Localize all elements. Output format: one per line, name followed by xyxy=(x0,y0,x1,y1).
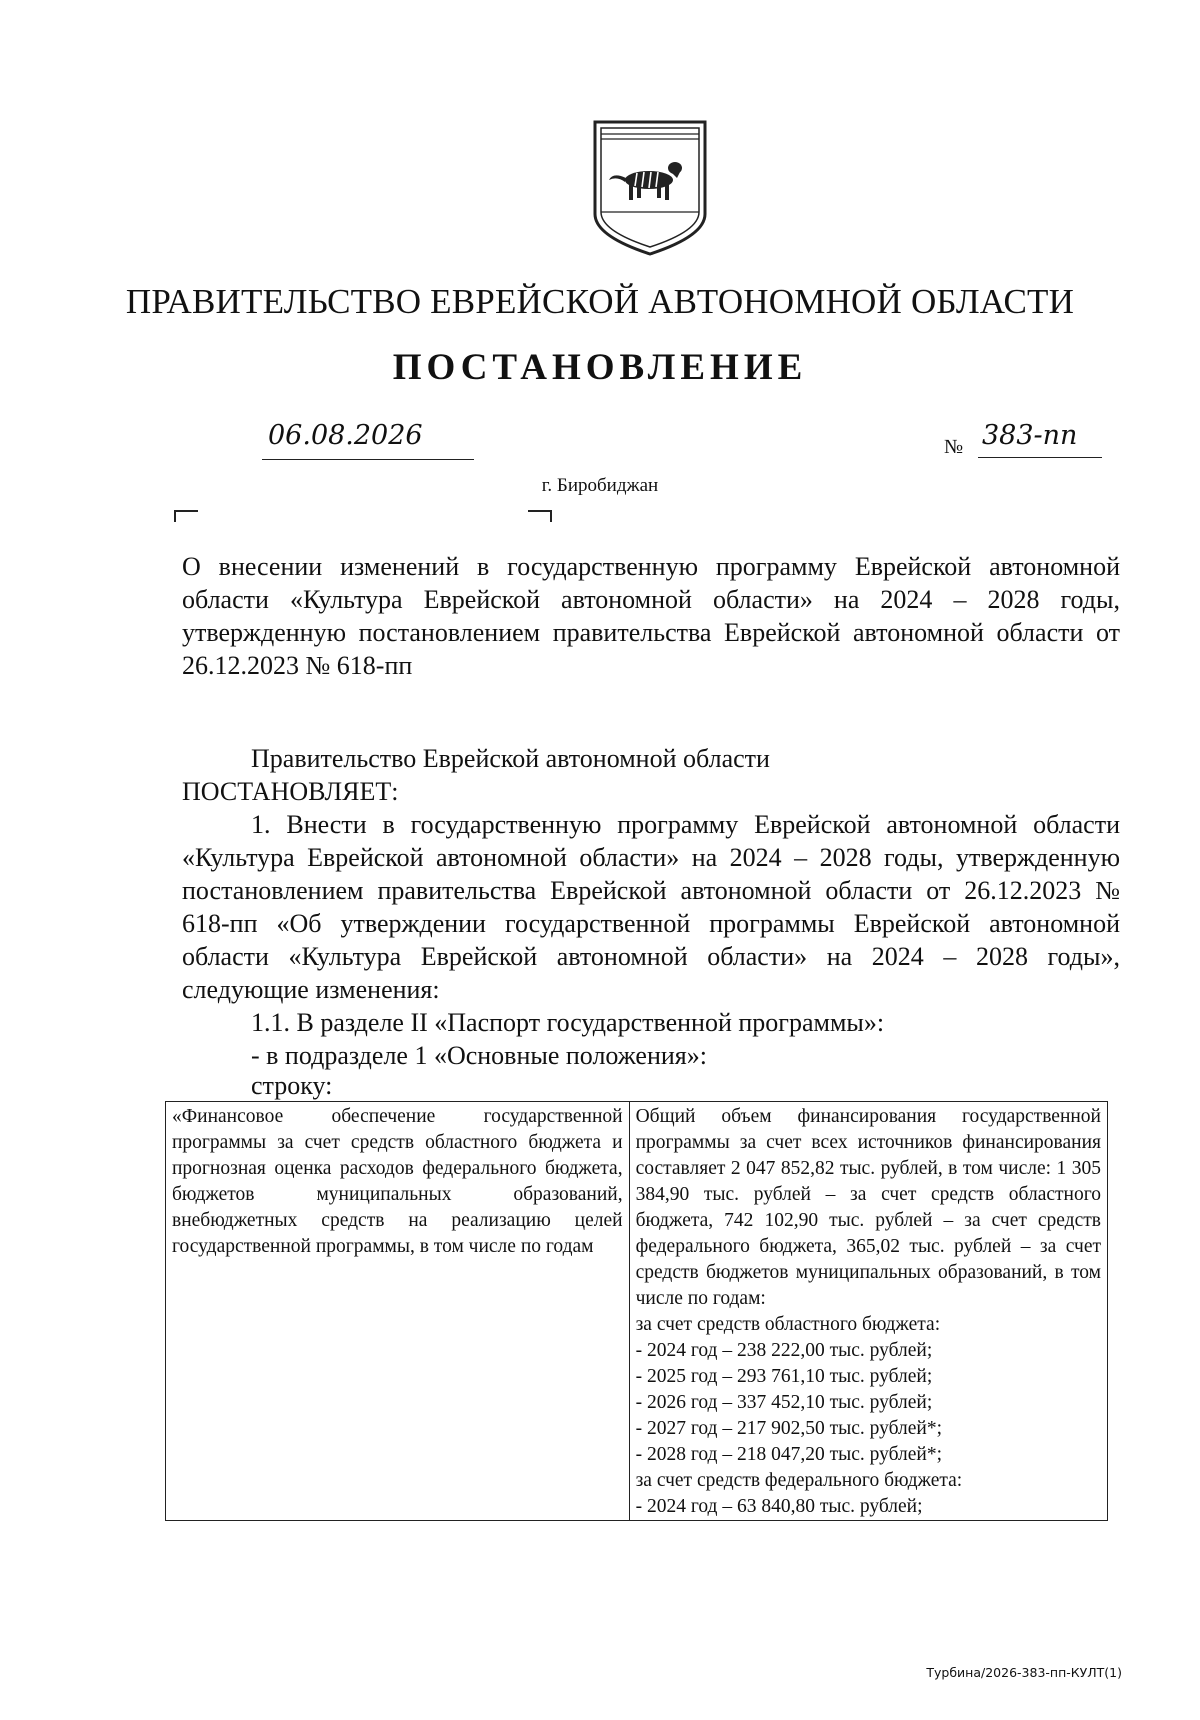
item-1: 1. Внести в государственную программу Еврейской автономной области «Культура Еврейской автономной области» на 2024 – 2028 годы, утвержденную постановлением правительства Еврейской автономной области от 26.12.2023 № 618-пп «Об утверждении государственной программы Еврейской автономной области «Культура Еврейской автономной области» на 2024 – 2028 годы», следующие изменения: xyxy=(182,810,1120,1004)
regional-year: - 2026 год – 337 452,10 тыс. рублей; xyxy=(635,1392,933,1413)
regional-year: - 2028 год – 218 047,20 тыс. рублей*; xyxy=(635,1444,943,1465)
heading-corner-left xyxy=(174,510,198,522)
resolves-line: ПОСТАНОВЛЯЕТ: xyxy=(182,777,399,806)
government-title: ПРАВИТЕЛЬСТВО ЕВРЕЙСКОЙ АВТОНОМНОЙ ОБЛАСТИ xyxy=(125,282,1075,321)
regional-label: за счет средств областного бюджета: xyxy=(635,1314,941,1335)
item-1-1: 1.1. В разделе II «Паспорт государственной программы»: xyxy=(251,1008,885,1037)
regional-year: - 2024 год – 238 222,00 тыс. рублей; xyxy=(635,1340,933,1361)
document-heading: О внесении изменений в государственную программу Еврейской автономной области «Культура Еврейской автономной области» на 2024 – 2028 годы, утвержденную постановлением правительства Еврейской автономной области от 26.12.2023 № 618-пп xyxy=(182,552,1120,680)
footer-code: Турбина/2026-383-пп-КУЛТ(1) xyxy=(926,1665,1122,1680)
number-label: № xyxy=(944,436,964,458)
table-row xyxy=(166,1102,1108,1521)
regional-year: - 2025 год – 293 761,10 тыс. рублей; xyxy=(635,1366,933,1387)
government-line: Правительство Еврейской автономной области xyxy=(251,744,770,773)
row-label: строку: xyxy=(251,1071,333,1100)
left-cell: «Финансовое обеспечение государственной программы за счет средств областного бюджета и прогнозная оценка расходов федерального бюджета, бюджетов муниципальных образований, внебюджетных средств на реализацию целей государственной программы, в том числе по годам xyxy=(166,1102,630,1521)
regional-year: - 2027 год – 217 902,50 тыс. рублей*; xyxy=(635,1418,943,1439)
financing-intro: Общий объем финансирования государственной программы за счет всех источников финансирования составляет 2 047 852,82 тыс. рублей, в том числе: 1 305 384,90 тыс. рублей – за счет средств областного бюджета, 742 102,90 тыс. рублей – за счет средств федерального бюджета, 365,02 тыс. рублей – за счет средств бюджетов муниципальных образований, в том числе по годам: xyxy=(635,1106,1101,1309)
document-date: 06.08.2026 xyxy=(262,420,474,460)
right-cell xyxy=(629,1102,1107,1521)
federal-label: за счет средств федерального бюджета: xyxy=(635,1470,963,1491)
document-number: 383-пп xyxy=(978,420,1102,458)
tiger-coat-of-arms-icon xyxy=(591,118,709,258)
subsection-line: - в подразделе 1 «Основные положения»: xyxy=(251,1041,707,1070)
heading-corner-right xyxy=(528,510,552,522)
federal-year: - 2024 год – 63 840,80 тыс. рублей; xyxy=(635,1496,923,1517)
passport-table xyxy=(165,1101,1108,1521)
document-type: ПОСТАНОВЛЕНИЕ xyxy=(392,347,808,388)
city-line: г. Биробиджан xyxy=(541,475,659,496)
